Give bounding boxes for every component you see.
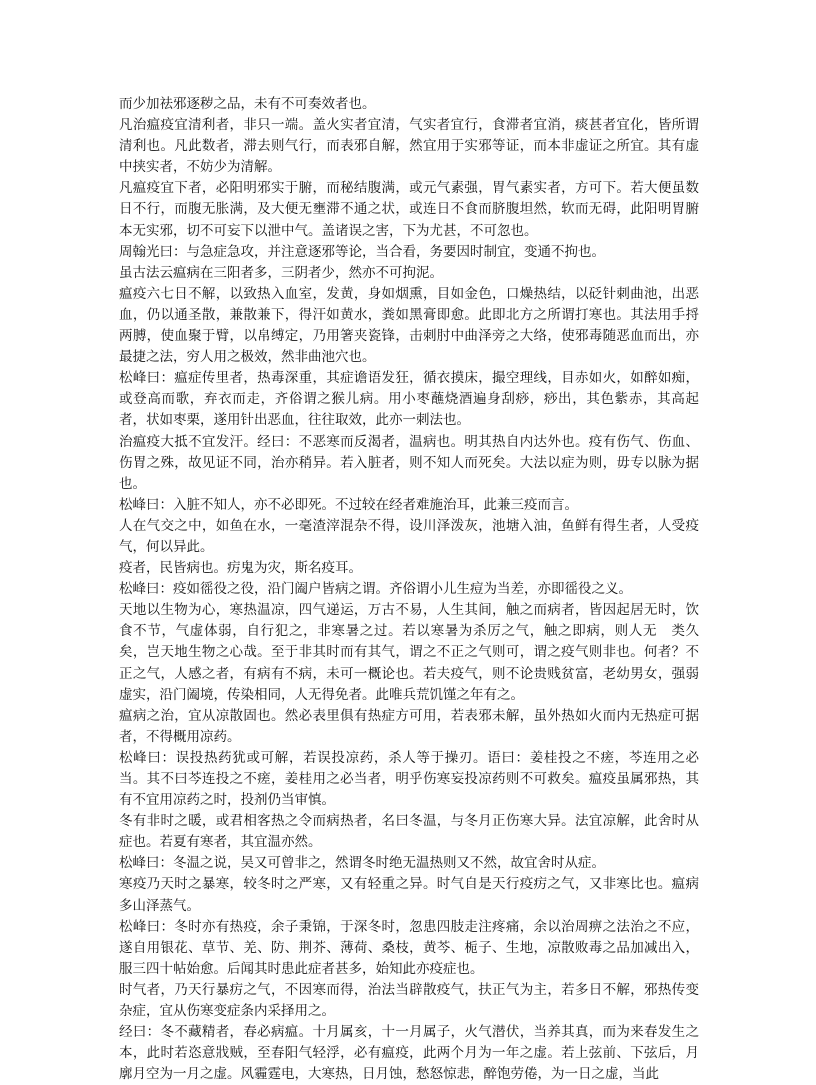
paragraph-9: 人在气交之中，如鱼在水，一毫渣滓混杂不得，设川泽泼灰，池塘入油，鱼鲜有得生者，人受疫气，何以异此。 — [119, 517, 699, 555]
paragraph-7: 治瘟疫大抵不宜发汗。经曰：不恶寒而反渴者，温病也。明其热自内达外也。疫有伤气、伤血、伤胃之殊，故见证不同，治亦稍异。若入脏者，则不知人而死矣。大法以症为则，毋专以脉为据也。 — [119, 433, 699, 492]
paragraph-2: 凡瘟疫宜下者，必阳明邪实于腑，而秘结腹满，或元气素强，胃气素实者，方可下。若大便虽数日不行，而腹无胀满，及大便无壅滞不通之状，或连日不食而脐腹坦然，软而无碍，此阳明胃腑本无实邪，切不可妄下以泄中气。盖诸误之害，下为尤甚，不可忽也。 — [119, 180, 699, 239]
paragraph-17: 寒疫乃天时之暴寒，较冬时之严寒，又有轻重之异。时气自是天行疫疠之气，又非寒比也。瘟病多山泽蒸气。 — [119, 876, 699, 914]
paragraph-10: 疫者，民皆病也。疠鬼为灾，斯名疫耳。 — [119, 560, 362, 577]
paragraph-18: 松峰曰：冬时亦有热疫，余子秉锦，于深冬时，忽患四肢走注疼痛，余以治周痹之法治之不应，遂自用银花、草节、羌、防、荆芥、薄荷、桑枝，黄芩、栀子、生地，凉散败毒之品加减出入，服三四十帖始愈。后闻其时患此症者甚多，始知此亦疫症也。 — [119, 918, 699, 977]
paragraph-8: 松峰曰：入脏不知人，亦不必即死。不过较在经者难施治耳，此兼三疫而言。 — [119, 496, 578, 513]
paragraph-15: 冬有非时之暖，或君相客热之令而病热者，名曰冬温，与冬月正伤寒大异。法宜凉解，此舍时从症也。若夏有寒者，其宜温亦然。 — [119, 813, 699, 851]
paragraph-13: 瘟病之治，宜从凉散固也。然必表里俱有热症方可用，若表邪未解，虽外热如火而内无热症可据者，不得概用凉药。 — [119, 707, 699, 745]
paragraph-12: 天地以生物为心，寒热温凉，四气递运，万古不易，人生其间，触之而病者，皆因起居无时，饮食不节，气虚体弱，自行犯之，非寒暑之过。若以寒暑为杀厉之气，触之即病，则人无 类久矣，岂天地生物之心哉。至于非其时而有其气，谓之不正之气则可，谓之疫气则非也。何者？不正之气，人感之者，有病有不病，未可一概论也。若夫疫气，则不论贵贱贫富，老幼男女，强弱虚实，沿门阖境，传染相同，人无得免者。此唯兵荒饥馑之年有之。 — [119, 602, 699, 703]
paragraph-19: 时气者，乃天行暴疠之气，不因寒而得，治法当辟散疫气，扶正气为主，若多日不解，邪热传变杂症，宜从伤寒变症条内采择用之。 — [119, 981, 699, 1020]
paragraph-3: 周翰光曰：与急症急攻，并注意逐邪等论，当合看，务要因时制宜，变通不拘也。 — [119, 243, 605, 260]
paragraph-4: 虽古法云瘟病在三阳者多，三阴者少，然亦不可拘泥。 — [119, 264, 443, 281]
paragraph-11: 松峰曰：疫如徭役之役，沿门阖户皆病之谓。齐俗谓小儿生痘为当差，亦即徭役之义。 — [119, 581, 632, 598]
paragraph-14: 松峰曰：误投热药犹或可解，若误投凉药，杀人等于操刃。语曰：姜桂投之不瘥，芩连用之必当。其不曰芩连投之不瘥，姜桂用之必当者，明乎伤寒妄投凉药则不可救矣。瘟疫虽属邪热，其有不宜用凉药之时，投剂仍当审慎。 — [119, 749, 699, 809]
paragraph-16: 松峰曰：冬温之说，吴又可曾非之，然谓冬时绝无温热则又不然，故宜舍时从症。 — [119, 855, 605, 872]
paragraph-1: 凡治瘟疫宜清利者，非只一端。盖火实者宜清，气实者宜行，食滞者宜消，痰甚者宜化，皆所谓清利也。凡此数者，滞去则气行，而表邪自解，然宜用于实邪等证，而本非虚证之所宜。其有虚中挟实者，不妨少为清解。 — [119, 117, 699, 176]
paragraph-6: 松峰曰：瘟症传里者，热毒深重，其症谵语发狂，循衣摸床，撮空理线，目赤如火，如醉如痴，或登高而歌，弃衣而走，齐俗谓之猴儿病。用小枣蘸烧酒遍身刮痧，痧出，其色紫赤，其高起者，状如枣栗，遂用针出恶血，往往取效，此亦一刺法也。 — [119, 370, 699, 429]
paragraph-5: 瘟疫六七日不解，以致热入血室，发黄，身如烟熏，目如金色，口燥热结，以砭针刺曲池，出恶血，仍以通圣散，兼散兼下，得汗如黄水，粪如黑膏即愈。此即北方之所谓打寒也。其法用手捋两膊，使血聚于臂，以帛缚定，乃用箸夹瓷锋，击刺肘中曲泽旁之大络，使邪毒随恶血而出，亦最捷之法，穷人用之极效，然非曲池穴也。 — [119, 285, 699, 366]
paragraph-0: 而少加祛邪逐秽之品，未有不可奏效者也。 — [119, 96, 376, 112]
document-page — [119, 94, 699, 1085]
paragraph-20: 经曰：冬不藏精者，春必病瘟。十月属亥，十一月属子，火气潜伏，当养其真，而为来春发生之本，此时若恣意戕贼，至春阳气轻浮，必有瘟疫，此两个月为一年之虚。若上弦前、下弦后，月廓月空为一月之虚。风霾霆电，大寒热，日月蚀，愁怒惊悲，醉饱劳倦，为一日之虚，当此 — [119, 1024, 699, 1083]
